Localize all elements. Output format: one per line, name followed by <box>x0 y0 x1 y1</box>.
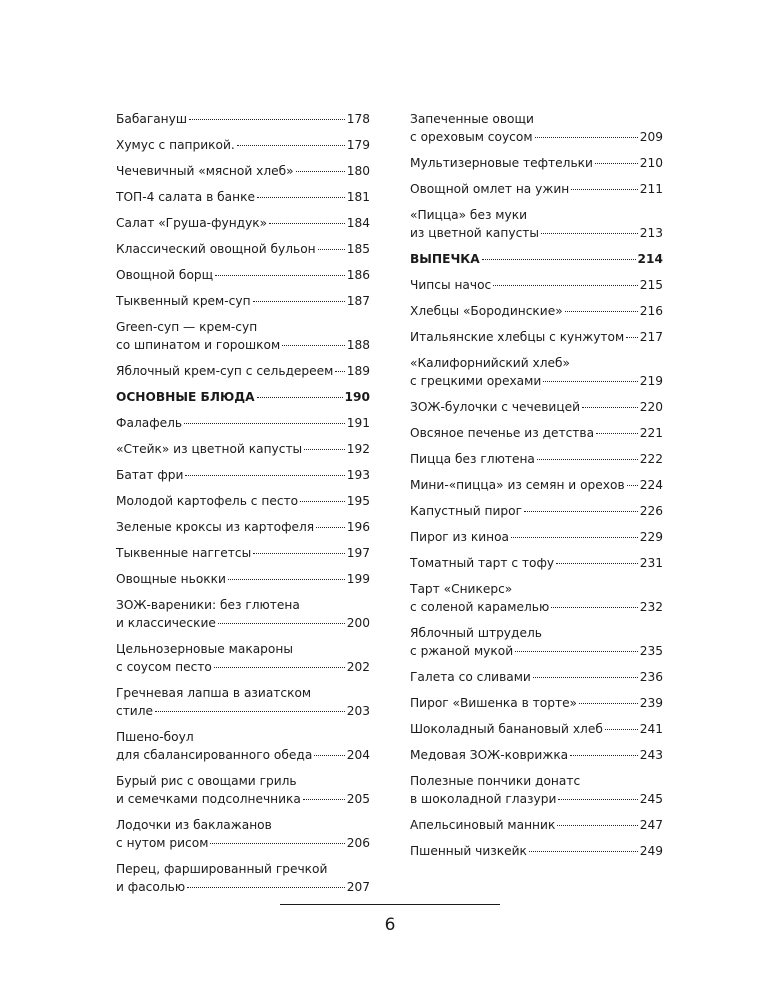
toc-page-number: 243 <box>639 748 663 762</box>
toc-entry-title: Шоколадный банановый хлеб <box>410 722 603 736</box>
toc-entry-title: «Стейк» из цветной капусты <box>116 442 303 456</box>
toc-entry <box>410 694 663 712</box>
toc-entry <box>410 110 663 146</box>
toc-entry-title: ЗОЖ-булочки с чечевицей <box>410 400 581 414</box>
toc-page-number: 247 <box>639 818 663 832</box>
dot-leader <box>626 337 638 338</box>
dot-leader <box>557 825 637 826</box>
toc-entry-title: Яблочный крем-суп с сельдереем <box>116 364 334 378</box>
toc-page-number: 181 <box>346 190 370 204</box>
dot-leader <box>558 799 637 800</box>
toc-page-number: 224 <box>639 478 663 492</box>
dot-leader <box>511 537 638 538</box>
toc-entry <box>410 328 663 346</box>
toc-entry <box>116 570 370 588</box>
toc-page-number: 179 <box>346 138 370 152</box>
toc-page-number: 221 <box>639 426 663 440</box>
toc-entry-title: Чипсы начос <box>410 278 492 292</box>
toc-page-number: 186 <box>346 268 370 282</box>
toc-entry <box>410 816 663 834</box>
toc-entry-title-line: Гречневая лапша в азиатском <box>116 686 312 700</box>
toc-entry <box>116 860 370 896</box>
toc-entry-title: Овощные ньокки <box>116 572 226 586</box>
toc-entry-title: из цветной капусты <box>410 226 540 240</box>
toc-page-number: 207 <box>346 880 370 894</box>
dot-leader <box>304 449 345 450</box>
toc-entry <box>116 110 370 128</box>
toc-page-number: 229 <box>639 530 663 544</box>
footer-divider <box>280 904 500 905</box>
dot-leader <box>303 799 345 800</box>
dot-leader <box>595 163 638 164</box>
dot-leader <box>257 397 343 398</box>
dot-leader <box>535 137 638 138</box>
toc-entry-title: стиле <box>116 704 154 718</box>
toc-page-number: 209 <box>639 130 663 144</box>
toc-page-number: 200 <box>346 616 370 630</box>
dot-leader <box>316 527 345 528</box>
toc-page-number: 231 <box>639 556 663 570</box>
toc-entry-title: Классический овощной бульон <box>116 242 316 256</box>
toc-entry-title-line: Цельнозерновые макароны <box>116 642 293 656</box>
toc-page-number: 232 <box>639 600 663 614</box>
toc-entry-title: Салат «Груша-фундук» <box>116 216 268 230</box>
toc-entry <box>410 554 663 572</box>
toc-entry-title: Мультизерновые тефтельки <box>410 156 593 170</box>
toc-entry-title: с соусом песто <box>116 660 212 674</box>
dot-leader <box>282 345 345 346</box>
toc-page-number: 190 <box>344 390 370 404</box>
toc-entry-title-line: Перец, фаршированный гречкой <box>116 862 328 876</box>
dot-leader <box>596 433 638 434</box>
toc-page-number: 197 <box>346 546 370 560</box>
toc-page-number: 214 <box>637 252 663 266</box>
toc-entry <box>116 136 370 154</box>
dot-leader <box>314 755 344 756</box>
toc-entry-title: ТОП-4 салата в банке <box>116 190 255 204</box>
toc-page-number: 219 <box>639 374 663 388</box>
dot-leader <box>296 171 345 172</box>
toc-page-number: 206 <box>346 836 370 850</box>
toc-section-heading <box>410 250 663 268</box>
toc-entry-title-line: Тарт «Сникерс» <box>410 582 513 596</box>
toc-entry-title: Бабагануш <box>116 112 188 126</box>
toc-entry-title: с соленой карамелью <box>410 600 550 614</box>
toc-entry-title-line: Green-суп — крем-суп <box>116 320 258 334</box>
toc-page-number: 202 <box>346 660 370 674</box>
toc-page-number: 187 <box>346 294 370 308</box>
toc-entry-title: Апельсиновый манник <box>410 818 556 832</box>
toc-entry <box>410 476 663 494</box>
toc-page-number: 236 <box>639 670 663 684</box>
toc-entry-title: Галета со сливами <box>410 670 531 684</box>
toc-entry-title-line: Лодочки из баклажанов <box>116 818 272 832</box>
toc-entry <box>410 746 663 764</box>
toc-entry-title: Медовая ЗОЖ-коврижка <box>410 748 569 762</box>
toc-entry <box>410 668 663 686</box>
dot-leader <box>533 677 638 678</box>
dot-leader <box>300 501 345 502</box>
toc-page-number: 222 <box>639 452 663 466</box>
toc-page-number: 204 <box>346 748 370 762</box>
dot-leader <box>214 667 345 668</box>
toc-entry <box>410 276 663 294</box>
toc-entry-title: с ржаной мукой <box>410 644 514 658</box>
toc-page-number: 192 <box>346 442 370 456</box>
toc-entry <box>410 450 663 468</box>
dot-leader <box>187 887 345 888</box>
toc-entry-title: Тыквенные наггетсы <box>116 546 252 560</box>
toc-entry-title-line: Яблочный штрудель <box>410 626 542 640</box>
toc-entry-title: Капустный пирог <box>410 504 522 518</box>
toc-page-number: 199 <box>346 572 370 586</box>
dot-leader <box>228 579 345 580</box>
dot-leader <box>237 145 345 146</box>
toc-entry <box>116 440 370 458</box>
toc-entry-title: с грецкими орехами <box>410 374 542 388</box>
toc-page-number: 196 <box>346 520 370 534</box>
toc-entry <box>116 596 370 632</box>
dot-leader <box>269 223 345 224</box>
dot-leader <box>184 423 345 424</box>
toc-entry-title-line: Запеченные овощи <box>410 112 534 126</box>
toc-entry-title: Чечевичный «мясной хлеб» <box>116 164 294 178</box>
toc-entry <box>116 466 370 484</box>
dot-leader <box>543 381 637 382</box>
toc-entry-title: ОСНОВНЫЕ БЛЮДА <box>116 390 255 404</box>
toc-entry-title: Итальянские хлебцы с кунжутом <box>410 330 625 344</box>
toc-entry-title: в шоколадной глазури <box>410 792 557 806</box>
toc-page-number: 193 <box>346 468 370 482</box>
toc-page-number: 235 <box>639 644 663 658</box>
toc-entry-title: Зеленые кроксы из картофеля <box>116 520 315 534</box>
dot-leader <box>335 371 344 372</box>
toc-entry <box>116 162 370 180</box>
toc-page-number: 213 <box>639 226 663 240</box>
toc-page-number: 239 <box>639 696 663 710</box>
toc-page-number: 189 <box>346 364 370 378</box>
dot-leader <box>556 563 638 564</box>
toc-page-number: 195 <box>346 494 370 508</box>
toc-page-number: 178 <box>346 112 370 126</box>
toc-entry <box>410 842 663 860</box>
toc-page-number: 210 <box>639 156 663 170</box>
toc-page-number: 220 <box>639 400 663 414</box>
toc-entry <box>410 624 663 660</box>
toc-page-number: 241 <box>639 722 663 736</box>
dot-leader <box>551 607 638 608</box>
dot-leader <box>529 851 638 852</box>
toc-entry-title: Овсяное печенье из детства <box>410 426 595 440</box>
toc-entry <box>410 424 663 442</box>
toc-page-number: 249 <box>639 844 663 858</box>
dot-leader <box>537 459 638 460</box>
toc-page-number: 216 <box>639 304 663 318</box>
toc-entry-title-line: Пшено-боул <box>116 730 194 744</box>
dot-leader <box>215 275 345 276</box>
toc-page-number: 188 <box>346 338 370 352</box>
toc-entry-title: для сбалансированного обеда <box>116 748 313 762</box>
toc-entry <box>410 180 663 198</box>
toc-entry-title: Фалафель <box>116 416 183 430</box>
toc-entry <box>116 518 370 536</box>
toc-page-number: 203 <box>346 704 370 718</box>
toc-entry-title: Пицца без глютена <box>410 452 535 466</box>
toc-entry-title: с ореховым соусом <box>410 130 533 144</box>
toc-entry-title: Пшенный чизкейк <box>410 844 527 858</box>
toc-entry-title-line: ЗОЖ-вареники: без глютена <box>116 598 300 612</box>
dot-leader <box>155 711 345 712</box>
toc-page-number: 215 <box>639 278 663 292</box>
toc-entry-title: Молодой картофель с песто <box>116 494 299 508</box>
toc-entry-title: со шпинатом и горошком <box>116 338 281 352</box>
dot-leader <box>253 553 345 554</box>
toc-entry-title: Мини-«пицца» из семян и орехов <box>410 478 625 492</box>
toc-entry <box>410 206 663 242</box>
toc-entry-title: Хумус с паприкой. <box>116 138 235 152</box>
toc-entry <box>116 240 370 258</box>
dot-leader <box>253 301 345 302</box>
toc-entry <box>116 772 370 808</box>
toc-entry <box>116 362 370 380</box>
dot-leader <box>579 703 638 704</box>
toc-entry <box>116 684 370 720</box>
toc-page-number: 180 <box>346 164 370 178</box>
toc-entry <box>116 492 370 510</box>
toc-entry-title-line: Полезные пончики донатс <box>410 774 581 788</box>
toc-entry <box>410 502 663 520</box>
toc-entry <box>410 154 663 172</box>
toc-entry <box>116 318 370 354</box>
toc-entry-title: Пирог «Вишенка в торте» <box>410 696 578 710</box>
dot-leader <box>541 233 638 234</box>
toc-section-heading <box>116 388 370 406</box>
toc-entry-title-line: «Пицца» без муки <box>410 208 527 222</box>
toc-page-number: 217 <box>639 330 663 344</box>
toc-entry-title: и классические <box>116 616 216 630</box>
toc-entry <box>116 188 370 206</box>
toc-page-number: 191 <box>346 416 370 430</box>
dot-leader <box>571 189 637 190</box>
dot-leader <box>482 259 636 260</box>
toc-entry <box>116 544 370 562</box>
dot-leader <box>493 285 637 286</box>
toc-entry <box>116 414 370 432</box>
dot-leader <box>524 511 638 512</box>
toc-entry <box>410 302 663 320</box>
toc-entry-title: ВЫПЕЧКА <box>410 252 480 266</box>
toc-page-number: 205 <box>346 792 370 806</box>
toc-entry <box>410 720 663 738</box>
toc-page-number: 185 <box>346 242 370 256</box>
dot-leader <box>570 755 638 756</box>
toc-entry-title: с нутом рисом <box>116 836 209 850</box>
dot-leader <box>565 311 638 312</box>
dot-leader <box>605 729 638 730</box>
toc-page-number: 226 <box>639 504 663 518</box>
toc-entry-title: Овощной омлет на ужин <box>410 182 570 196</box>
toc-entry-title-line: «Калифорнийский хлеб» <box>410 356 570 370</box>
toc-left-column <box>116 110 370 904</box>
toc-entry-title: и фасолью <box>116 880 186 894</box>
toc-entry-title-line: Бурый рис с овощами гриль <box>116 774 297 788</box>
toc-page-number: 245 <box>639 792 663 806</box>
page-number: 6 <box>384 915 396 935</box>
toc-entry <box>116 266 370 284</box>
dot-leader <box>257 197 345 198</box>
toc-entry <box>410 398 663 416</box>
dot-leader <box>185 475 344 476</box>
toc-entry-title: Пирог из киноа <box>410 530 510 544</box>
toc-page-number: 184 <box>346 216 370 230</box>
dot-leader <box>318 249 345 250</box>
dot-leader <box>582 407 638 408</box>
toc-entry <box>116 728 370 764</box>
toc-entry-title: Овощной борщ <box>116 268 214 282</box>
toc-entry <box>410 528 663 546</box>
toc-entry <box>116 640 370 676</box>
dot-leader <box>627 485 638 486</box>
toc-entry-title: Томатный тарт с тофу <box>410 556 555 570</box>
toc-page-number: 211 <box>639 182 663 196</box>
toc-entry-title: Хлебцы «Бородинские» <box>410 304 563 318</box>
toc-entry-title: Тыквенный крем-суп <box>116 294 251 308</box>
toc-entry-title: и семечками подсолнечника <box>116 792 301 806</box>
toc-entry <box>116 816 370 852</box>
toc-entry-title: Батат фри <box>116 468 184 482</box>
toc-entry <box>410 772 663 808</box>
dot-leader <box>515 651 638 652</box>
dot-leader <box>189 119 345 120</box>
dot-leader <box>210 843 344 844</box>
toc-entry <box>410 354 663 390</box>
toc-entry <box>116 214 370 232</box>
dot-leader <box>218 623 345 624</box>
toc-entry <box>116 292 370 310</box>
toc-entry <box>410 580 663 616</box>
toc-right-column <box>410 110 663 868</box>
